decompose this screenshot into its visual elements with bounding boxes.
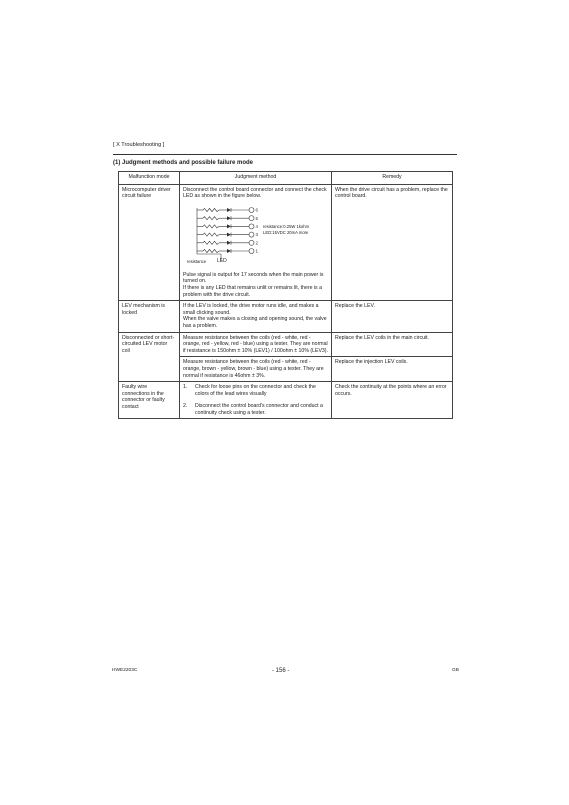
led-symbol bbox=[227, 241, 231, 245]
pin-number: 2 bbox=[255, 240, 259, 246]
table-row bbox=[119, 301, 453, 332]
footer-lang: GB bbox=[452, 668, 459, 673]
resistor bbox=[203, 233, 219, 236]
led-symbol bbox=[227, 224, 231, 228]
check-led-diagram bbox=[183, 204, 323, 266]
label-resistance: resistance bbox=[187, 258, 207, 264]
mode-cell: Disconnected or short-circuited LEV motor coil bbox=[119, 332, 180, 382]
pin-circle bbox=[249, 207, 254, 212]
list-text: Check for loose pins on the connector and check the colors of the lead wires visually bbox=[195, 384, 316, 397]
table-row bbox=[119, 184, 453, 301]
judgment-table bbox=[118, 171, 453, 419]
table-row bbox=[119, 332, 453, 357]
col-header-remedy: Remedy bbox=[332, 172, 453, 185]
remedy-cell: When the drive circuit has a problem, replace the control board. bbox=[332, 184, 453, 301]
footer-doc-code: HWE2203C bbox=[112, 668, 138, 673]
header-rule bbox=[113, 154, 457, 155]
note-resistance: resistance:0.25W 1kohm bbox=[263, 223, 310, 229]
mode-cell: Microcomputer driver circuit failure bbox=[119, 184, 180, 301]
resistor bbox=[203, 249, 219, 252]
pin-number: 4 bbox=[255, 223, 259, 229]
col-header-mode: Malfunction mode bbox=[119, 172, 180, 185]
method-cell: Measure resistance between the coils (red - white, red - orange, brown - yellow, brown - blue) using a tester. They are normal if resistance is 46ohm ± 3%. bbox=[180, 357, 332, 382]
section-header: [ X Troubleshooting ] bbox=[113, 142, 165, 148]
pin-number: 5 bbox=[255, 215, 259, 221]
check-list bbox=[183, 384, 328, 416]
subheading: (1) Judgment methods and possible failure mode bbox=[113, 160, 254, 166]
pin-circle bbox=[249, 248, 254, 253]
table-row bbox=[119, 382, 453, 419]
table-header-row bbox=[119, 172, 453, 185]
method-text: Disconnect the control board connector and connect the check LED as shown in the figure below. bbox=[183, 186, 327, 200]
led-circuit-svg bbox=[183, 204, 323, 266]
list-item bbox=[183, 384, 328, 397]
method-cell bbox=[180, 301, 332, 332]
note-led: LED:15VDC 20mA more bbox=[263, 229, 309, 235]
footer-page-number: - 156 - bbox=[272, 668, 290, 674]
pin-circle bbox=[249, 240, 254, 245]
resistor bbox=[203, 216, 219, 219]
method-text: Pulse signal is output for 17 seconds when the main power is turned on. bbox=[183, 271, 324, 285]
pin-circle bbox=[249, 215, 254, 220]
resistor bbox=[203, 208, 219, 211]
method-text: When the valve makes a closing and opening sound, the valve has a problem. bbox=[183, 316, 327, 329]
list-item bbox=[183, 403, 328, 416]
method-cell: Measure resistance between the coils (red - white, red - orange, red - yellow, red - blue) using a tester. They are normal if resistance is 150ohm ± 10% (LEV1) / 100ohm ± 10% (LEV3). bbox=[180, 332, 332, 357]
col-header-method: Judgment method bbox=[180, 172, 332, 185]
pin-circle bbox=[249, 224, 254, 229]
remedy-cell: Replace the LEV coils in the main circuit. bbox=[332, 332, 453, 357]
method-cell bbox=[180, 184, 332, 301]
led-symbol bbox=[227, 216, 231, 220]
resistor bbox=[203, 241, 219, 244]
method-text: If there is any LED that remains unlit or remains lit, there is a problem with the drive circuit. bbox=[183, 284, 322, 298]
method-text: If the LEV is locked, the drive motor runs idle, and makes a small clicking sound. bbox=[183, 303, 319, 316]
pin-number: 6 bbox=[255, 207, 259, 213]
list-number: 2. bbox=[183, 403, 188, 410]
remedy-cell: Replace the injection LEV coils. bbox=[332, 357, 453, 382]
led-symbol bbox=[227, 208, 231, 212]
list-number: 1. bbox=[183, 384, 188, 391]
pin-number: 3 bbox=[255, 231, 259, 237]
label-led: LED bbox=[217, 257, 227, 264]
pin-circle bbox=[249, 232, 254, 237]
remedy-cell: Replace the LEV. bbox=[332, 301, 453, 332]
led-symbol bbox=[227, 249, 231, 253]
remedy-cell: Check the continuity at the points where an error occurs. bbox=[332, 382, 453, 419]
list-text: Disconnect the control board's connector and conduct a continuity check using a tester. bbox=[195, 403, 323, 416]
led-symbol bbox=[227, 232, 231, 236]
pin-number: 1 bbox=[255, 248, 259, 254]
mode-cell: LEV mechanism is locked bbox=[119, 301, 180, 332]
resistor bbox=[203, 225, 219, 228]
mode-cell: Faulty wire connections in the connector or faulty contact bbox=[119, 382, 180, 419]
method-cell bbox=[180, 382, 332, 419]
